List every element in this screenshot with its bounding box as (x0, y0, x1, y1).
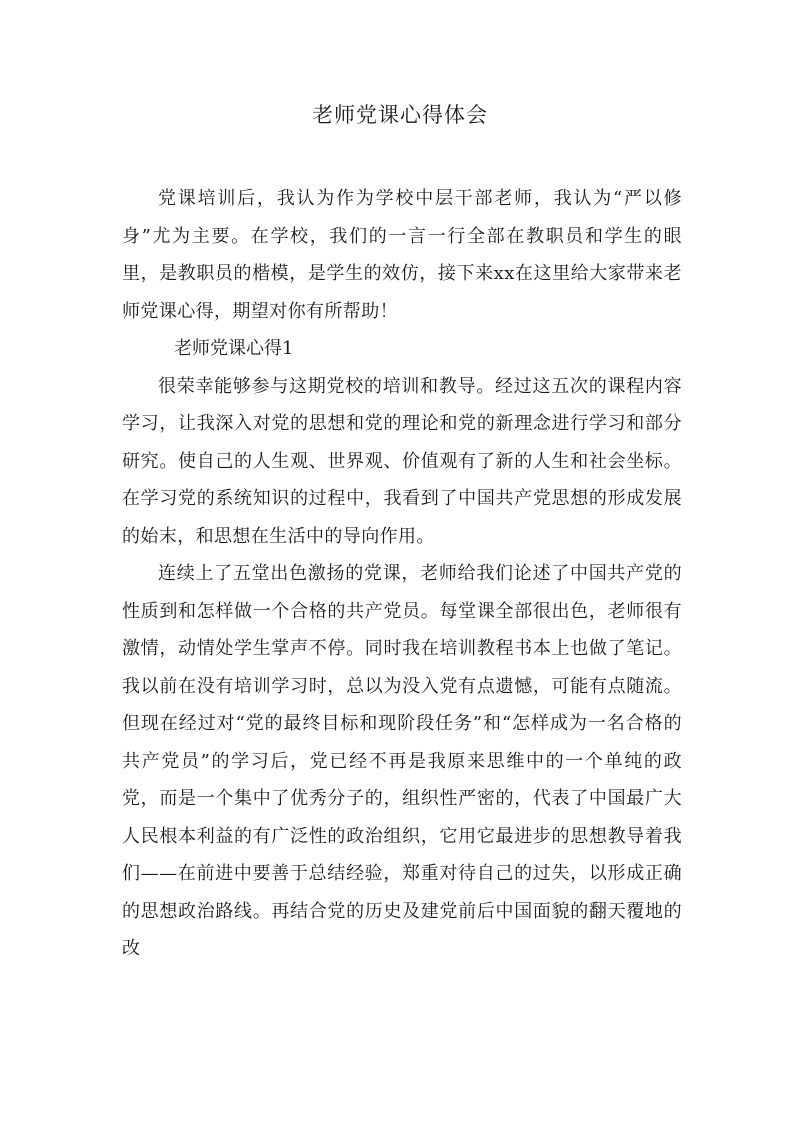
body-paragraph: 连续上了五堂出色激扬的党课，老师给我们论述了中国共产党的性质到和怎样做一个合格的共产党员。每堂课全部很出色，老师很有激情，动情处学生掌声不停。同时我在培训教程书本上也做了笔记。我以前在没有培训学习时，总以为没入党有点遗憾，可能有点随流。但现在经过对“党的最终目标和现阶段任务”和“怎样成为一名合格的共产党员”的学习后，党已经不再是我原来思维中的一个单纯的政党，而是一个集中了优秀分子的，组织性严密的，代表了中国最广大人民根本利益的有广泛性的政治组织，它用它最进步的思想教导着我们——在前进中要善于总结经验，郑重对待自己的过失，以形成正确的思想政治路线。再结合党的历史及建党前后中国面貌的翻天覆地的改 (122, 563, 682, 959)
document-title: 老师党课心得体会 (312, 103, 488, 127)
body-paragraph: 很荣幸能够参与这期党校的培训和教导。经过这五次的课程内容学习，让我深入对党的思想和党的理论和党的新理念进行学习和部分研究。使自己的人生观、世界观、价值观有了新的人生和社会坐标。在学习党的系统知识的过程中，我看到了中国共产党思想的形成发展的始末，和思想在生活中的导向作用。 (122, 375, 682, 547)
intro-paragraph: 党课培训后，我认为作为学校中层干部老师，我认为“严以修身”尤为主要。在学校，我们的一言一行全部在教职员和学生的眼里，是教职员的楷模，是学生的效仿，接下来xx在这里给大家带来老师党课心得，期望对你有所帮助！ (122, 188, 682, 322)
section-heading: 老师党课心得1 (174, 338, 294, 359)
document-body (122, 180, 682, 968)
